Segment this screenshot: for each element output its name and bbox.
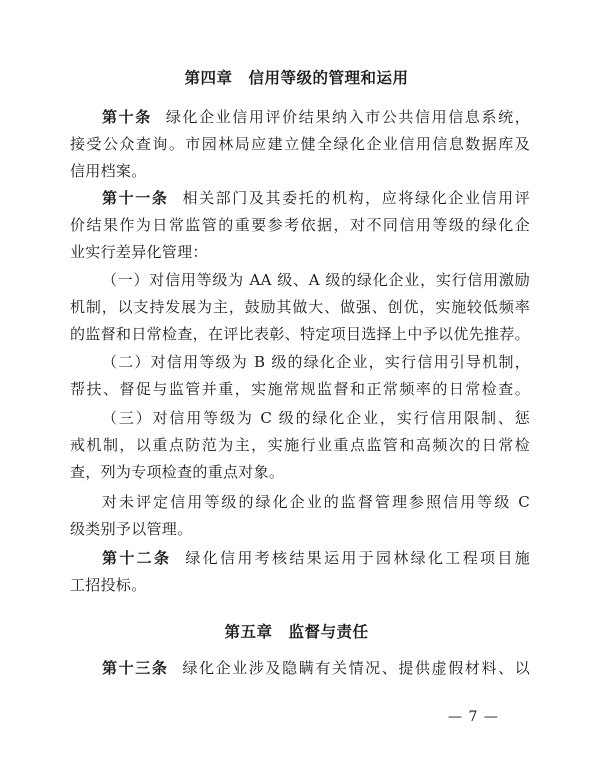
article-12-text-1: 绿化信用考核结果运用于园林绿化工程项目施 — [185, 549, 530, 567]
article-10-text-1: 绿化企业信用评价结果纳入市公共信用信息系统， — [165, 108, 530, 126]
item-2-line-2: 帮扶、督促与监管并重，实施常规监督和正常频率的日常检查。 — [70, 380, 530, 398]
article-12-label: 第十二条 — [102, 549, 172, 567]
article-12-line-1 — [102, 548, 530, 568]
item-3-line-3: 查，列为专项检查的重点对象。 — [70, 463, 285, 481]
chapter-4-title: 第四章 信用等级的管理和运用 — [184, 69, 409, 87]
article-13-line-1 — [102, 658, 530, 678]
article-11-line-1 — [102, 188, 530, 208]
unrated-line-2: 级类别予以管理。 — [70, 520, 193, 538]
item-3-line-1: （三）对信用等级为 C 级的绿化企业，实行信用限制、惩 — [102, 409, 530, 427]
article-10-label: 第十条 — [102, 108, 152, 126]
item-1-line-2: 机制，以支持发展为主，鼓励其做大、做强、创优，实施较低频率 — [70, 298, 530, 316]
article-10-line-1 — [102, 107, 530, 127]
article-10-line-3: 信用档案。 — [70, 162, 147, 180]
article-11-line-3: 业实行差异化管理： — [70, 243, 208, 261]
unrated-line-1: 对未评定信用等级的绿化企业的监督管理参照信用等级 C — [102, 493, 530, 511]
item-3-line-2: 戒机制，以重点防范为主，实施行业重点监管和高频次的日常检 — [70, 436, 530, 454]
page-number: — 7 — — [448, 709, 499, 725]
chapter-5-title: 第五章 监督与责任 — [224, 623, 369, 641]
article-13-label: 第十三条 — [102, 659, 169, 677]
article-11-label: 第十一条 — [102, 189, 169, 207]
article-11-text-1: 相关部门及其委托的机构，应将绿化企业信用评 — [182, 189, 530, 207]
article-10-line-2: 接受公众查询。市园林局应建立健全绿化企业信用信息数据库及 — [70, 135, 530, 153]
article-12-line-2: 工招投标。 — [70, 576, 147, 594]
article-11-line-2: 价结果作为日常监管的重要参考依据，对不同信用等级的绿化企 — [70, 216, 530, 234]
item-1-line-3: 的监督和日常检查，在评比表彰、特定项目选择上中予以优先推荐。 — [70, 325, 530, 343]
item-2-line-1: （二）对信用等级为 B 级的绿化企业，实行信用引导机制， — [102, 353, 530, 371]
article-13-text-1: 绿化企业涉及隐瞒有关情况、提供虚假材料、以 — [182, 659, 530, 677]
item-1-line-1: （一）对信用等级为 AA 级、A 级的绿化企业，实行信用激励 — [102, 271, 530, 289]
